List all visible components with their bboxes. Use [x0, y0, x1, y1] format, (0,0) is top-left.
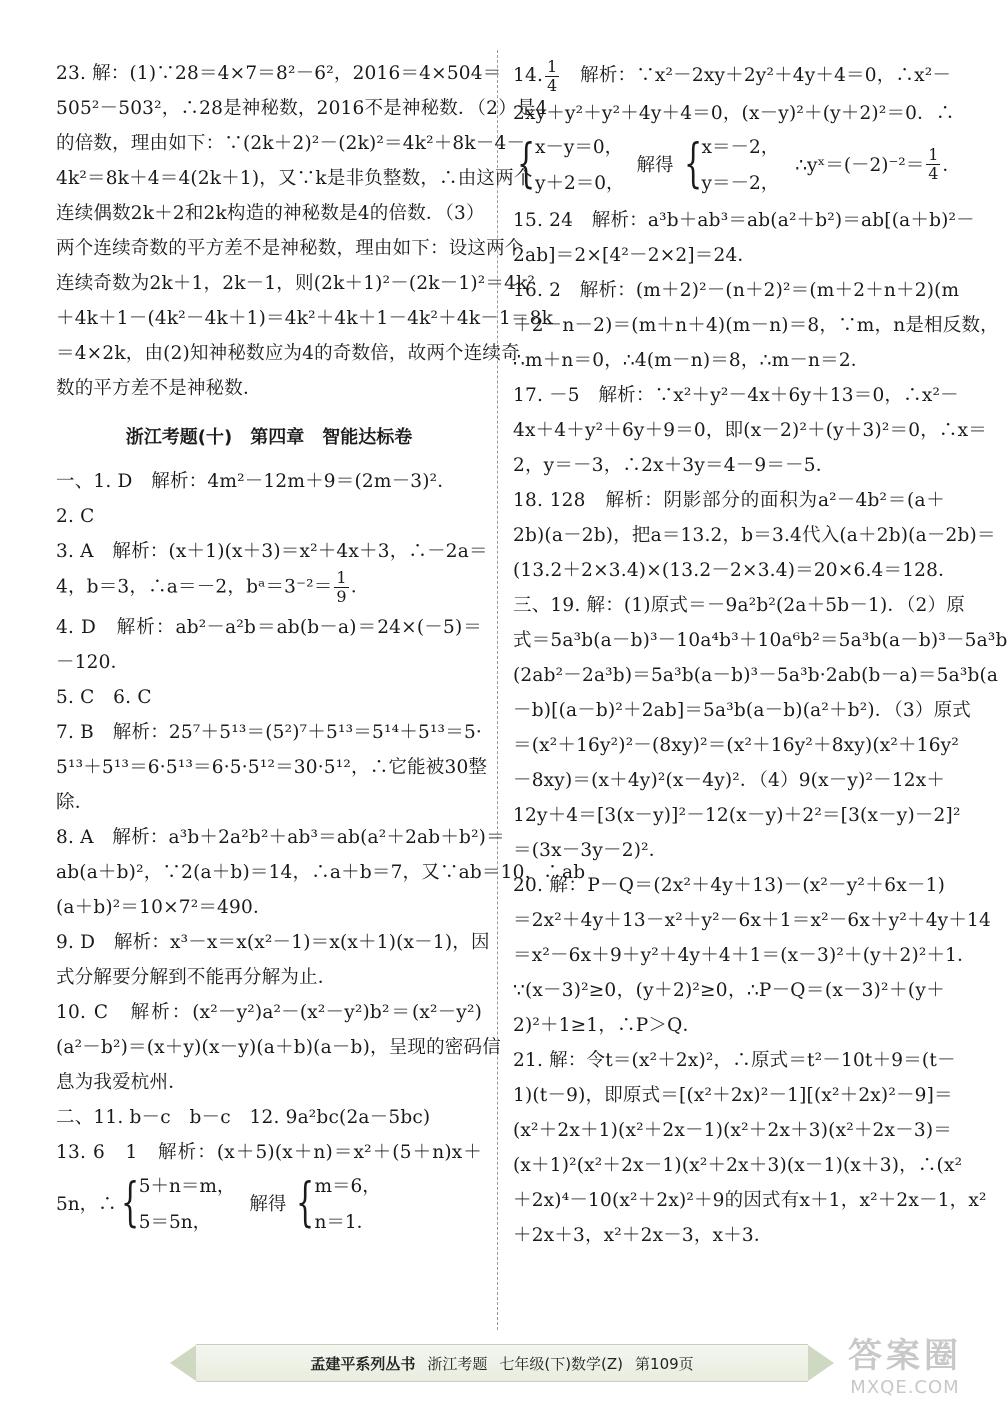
text-line: 8. A 解析：a³b＋2a²b²＋ab³＝ab(a²＋2ab＋b²)＝ — [56, 827, 505, 848]
text-line: －b)[(a－b)²＋2ab]＝5a³b(a－b)(a²＋b²)．（3）原式 — [513, 700, 971, 721]
q3-answer-line: 4，b＝3，∴a＝－2，bᵃ＝3⁻²＝ $\frac{1}{9}$ ． — [56, 568, 370, 606]
text-line: 1)(t－9)，即原式＝[(x²＋2x)²－1][(x²＋2x)²－9]＝ — [513, 1085, 953, 1106]
footer-book: 浙江考题 — [427, 1354, 488, 1373]
text-line: (13.2＋2×3.4)×(13.2－2×3.4)＝20×6.4＝128． — [513, 560, 957, 581]
fraction-numerator: 1 — [336, 568, 347, 587]
watermark-logo — [830, 1336, 980, 1408]
text-line: 二、11. b－c b－c 12. 9a²bc(2a－5bc) — [56, 1107, 431, 1128]
fraction-denominator: 4 — [928, 163, 939, 183]
fraction-numerator: 1 — [547, 56, 558, 76]
text-line: ∵(x－3)²≥0，(y＋2)²≥0，∴P－Q＝(x－3)²＋(y＋ — [513, 980, 945, 1001]
text-segment: ∴yˣ＝(－2)⁻²＝ — [795, 155, 925, 176]
text-line: 2ab]＝2×[4²－2×2]＝24． — [513, 245, 757, 266]
text-line: ＝(3x－3y－2)²． — [513, 840, 668, 861]
text-line: ab(a＋b)²，∵2(a＋b)＝14，∴a＋b＝7，又∵ab＝10，∴ab — [56, 862, 586, 883]
text-segment: 4，b＝3，∴a＝－2，bᵃ＝3⁻²＝ — [56, 576, 333, 598]
text-line: 3. A 解析：(x＋1)(x＋3)＝x²＋4x＋3，∴－2a＝ — [56, 541, 488, 562]
text-segment: 14. — [513, 65, 544, 86]
text-line: ＝4×2k，由(2)知神秘数应为4的奇数倍，故两个连续奇 — [56, 343, 520, 364]
equation: m＝6， — [314, 1176, 381, 1197]
text-line: 数的平方差不是神秘数． — [56, 378, 262, 399]
equation: y＝－2， — [701, 173, 780, 194]
text-line: ＋2x)⁴－10(x²＋2x)²＋9的因式有x＋1，x²＋2x－1，x² — [513, 1190, 987, 1211]
text-segment: 解析：∵x²－2xy＋2y²＋4y＋4＝0，∴x²－ — [561, 65, 952, 86]
fraction-denominator: 9 — [336, 587, 347, 606]
text-line: 两个连续奇数的平方差不是神秘数，理由如下：设这两个 — [56, 238, 524, 259]
footer-grade: 七年级(下)数学(Z) — [499, 1354, 624, 1373]
q14-line — [513, 56, 952, 96]
text-line: 21. 解：令t＝(x²＋2x)²，∴原式＝t²－10t＋9＝(t－ — [513, 1050, 956, 1071]
text-line: (2ab²－2a³b)＝5a³b(a－b)³－5a³b·2ab(b－a)＝5a³b(a — [513, 665, 999, 686]
text-line: 20. 解：P－Q＝(2x²＋4y＋13)－(x²－y²＋6x－1) — [513, 875, 945, 896]
text-line: (a²－b²)＝(x＋y)(x－y)(a＋b)(a－b)，呈现的密码信 — [56, 1037, 501, 1058]
section-heading: 浙江考题(十) 第四章 智能达标卷 — [125, 427, 413, 448]
left-brace-icon: { — [683, 134, 702, 194]
equation: x＝－2， — [701, 137, 780, 158]
equation: 5＝5n， — [138, 1212, 212, 1233]
text-line: 17. －5 解析：∵x²＋y²－4x＋6y＋13＝0，∴x²－ — [513, 385, 959, 406]
text-line: 一、1. D 解析：4m²－12m＋9＝(2m－3)²． — [56, 471, 456, 492]
q13-equation-system — [56, 1170, 482, 1236]
text-line: 2)²＋1≥1，∴P＞Q． — [513, 1015, 702, 1036]
text-line: 的倍数，理由如下：∵(2k＋2)²－(2k)²＝4k²＋8k－4－ — [56, 133, 526, 154]
page-number: 第109页 — [635, 1354, 694, 1373]
text-line: 息为我爱杭州． — [56, 1072, 187, 1093]
text-line: 5¹³＋5¹³＝6·5¹³＝6·5·5¹²＝30·5¹²，∴它能被30整 — [56, 757, 488, 778]
text-line: 2，y＝－3，∴2x＋3y＝4－9＝－5． — [513, 455, 835, 476]
text-segment: 解得 — [249, 1194, 287, 1215]
text-line: 2xy＋y²＋y²＋4y＋4＝0，(x－y)²＋(y＋2)²＝0．∴ — [513, 103, 955, 124]
text-line: (a＋b)²＝10×7²＝490． — [56, 897, 272, 918]
text-line: ＝2x²＋4y＋13－x²＋y²－6x＋1＝x²－6x＋y²＋4y＋14 — [513, 910, 991, 931]
text-line: 18. 128 解析：阴影部分的面积为a²－4b²＝(a＋ — [513, 490, 945, 511]
q23-block — [56, 56, 554, 406]
fraction — [926, 146, 940, 183]
text-line: (x＋1)²(x²＋2x－1)(x²＋2x＋3)(x－1)(x＋3)，∴(x² — [513, 1155, 963, 1176]
text-line: 式＝5a³b(a－b)³－10a⁴b³＋10a⁶b²＝5a³b(a－b)³－5a³b — [513, 630, 1008, 651]
text-segment: 解得 — [636, 155, 674, 176]
solution-stack — [314, 1172, 380, 1234]
text-line: ∴m＋n＝0，∴4(m－n)＝8，∴m－n＝2． — [513, 350, 870, 371]
text-line: 12y＋4＝[3(x－y)]²－12(x－y)＋2²＝[3(x－y)－2]² — [513, 805, 961, 826]
fraction-numerator: 1 — [928, 144, 939, 164]
text-line: 2b)(a－2b)，把a＝13.2，b＝3.4代入(a＋2b)(a－2b)＝ — [513, 525, 996, 546]
text-line: 4x＋4＋y²＋6y＋9＝0，即(x－2)²＋(y＋3)²＝0，∴x＝ — [513, 420, 987, 441]
text-line: 4. D 解析：ab²－a²b＝ab(b－a)＝24×(－5)＝ — [56, 617, 482, 638]
text-line: 4k²＝8k＋4＝4(2k＋1)，又∵k是非负整数，∴由这两个 — [56, 168, 533, 189]
text-line: ＋4k＋1－(4k²－4k＋1)＝4k²＋4k＋1－4k²＋4k－1＝8k — [56, 308, 554, 329]
text-line: －120． — [56, 652, 130, 673]
text-line: 13. 6 1 解析：(x＋5)(x＋n)＝x²＋(5＋n)x＋ — [56, 1142, 482, 1163]
left-brace-icon: { — [296, 1173, 315, 1233]
equation: 5＋n＝m， — [138, 1176, 236, 1197]
text-line: ＝(x²＋16y²)²－(8xy)²＝(x²＋16y²＋8xy)(x²＋16y² — [513, 735, 959, 756]
text-line: 23. 解：(1)∵28＝4×7＝8²－6²，2016＝4×504＝ — [56, 63, 502, 84]
text-line: 5. C 6. C — [56, 687, 152, 708]
equation-stack — [139, 1172, 236, 1234]
footer-series: 孟建平系列丛书 — [310, 1354, 416, 1373]
text-line: ＋2x＋3，x²＋2x－3，x＋3． — [513, 1225, 773, 1246]
equation: n＝1． — [314, 1212, 376, 1233]
text-line: 式分解要分解到不能再分解为止． — [56, 967, 337, 988]
equation: y＋2＝0， — [535, 173, 625, 194]
equation: x－y＝0， — [535, 137, 624, 158]
footer-left-arrow-icon — [170, 1345, 196, 1381]
left-brace-icon: { — [120, 1173, 139, 1233]
fraction-denominator: 4 — [547, 75, 558, 95]
text-line: ＝x²－6x＋9＋y²＋4y＋4＋1＝(x－3)²＋(y＋2)²＋1． — [513, 945, 976, 966]
fraction — [545, 58, 559, 95]
q14-equation-system: { x－y＝0， y＋2＝0， 解得 { x＝－2， y＝－2， ∴yˣ＝(－2)⁻²＝ $\frac{1}{4}$ ． — [517, 134, 961, 194]
text-line: 三、19. 解：(1)原式＝－9a²b²(2a＋5b－1)．（2）原 — [513, 595, 965, 616]
solution-stack — [702, 133, 780, 195]
text-line: 16. 2 解析：(m＋2)²－(n＋2)²＝(m＋2＋n＋2)(m — [513, 280, 960, 301]
text-line: －8xy)＝(x＋4y)²(x－4y)²．（4）9(x－y)²－12x＋ — [513, 770, 946, 791]
text-line: 除． — [56, 792, 94, 813]
left-brace-icon: { — [517, 134, 536, 194]
text-line: (x²＋2x＋1)(x²＋2x－1)(x²＋2x＋3)(x²＋2x－3)＝ — [513, 1120, 952, 1141]
fraction — [334, 569, 348, 606]
text-segment: 5n，∴ — [56, 1194, 117, 1215]
right-column — [513, 56, 1008, 1253]
equation-stack — [535, 133, 625, 195]
text-line: 连续奇数为2k＋1，2k－1，则(2k＋1)²－(2k－1)²＝4k² — [56, 273, 536, 294]
watermark-url: MXQE.COM — [850, 1377, 960, 1398]
watermark-text: 答案圈 — [848, 1336, 962, 1376]
text-line: 9. D 解析：x³－x＝x(x²－1)＝x(x＋1)(x－1)，因 — [56, 932, 490, 953]
text-line: 10. C 解析：(x²－y²)a²－(x²－y²)b²＝(x²－y²) — [56, 1002, 482, 1023]
text-line: 15. 24 解析：a³b＋ab³＝ab(a²＋b²)＝ab[(a＋b)²－ — [513, 210, 975, 231]
text-line: 2. C — [56, 506, 95, 527]
text-line: 7. B 解析：25⁷＋5¹³＝(5²)⁷＋5¹³＝5¹⁴＋5¹³＝5· — [56, 722, 482, 743]
text-line: ＋2－n－2)＝(m＋n＋4)(m－n)＝8，∵m，n是相反数， — [513, 315, 999, 336]
page-footer — [196, 1344, 808, 1382]
text-line: 连续偶数2k＋2和2k构造的神秘数是4的倍数．（3） — [56, 203, 485, 224]
text-line: 505²－503²，∴28是神秘数，2016不是神秘数．（2）是4 — [56, 98, 548, 119]
